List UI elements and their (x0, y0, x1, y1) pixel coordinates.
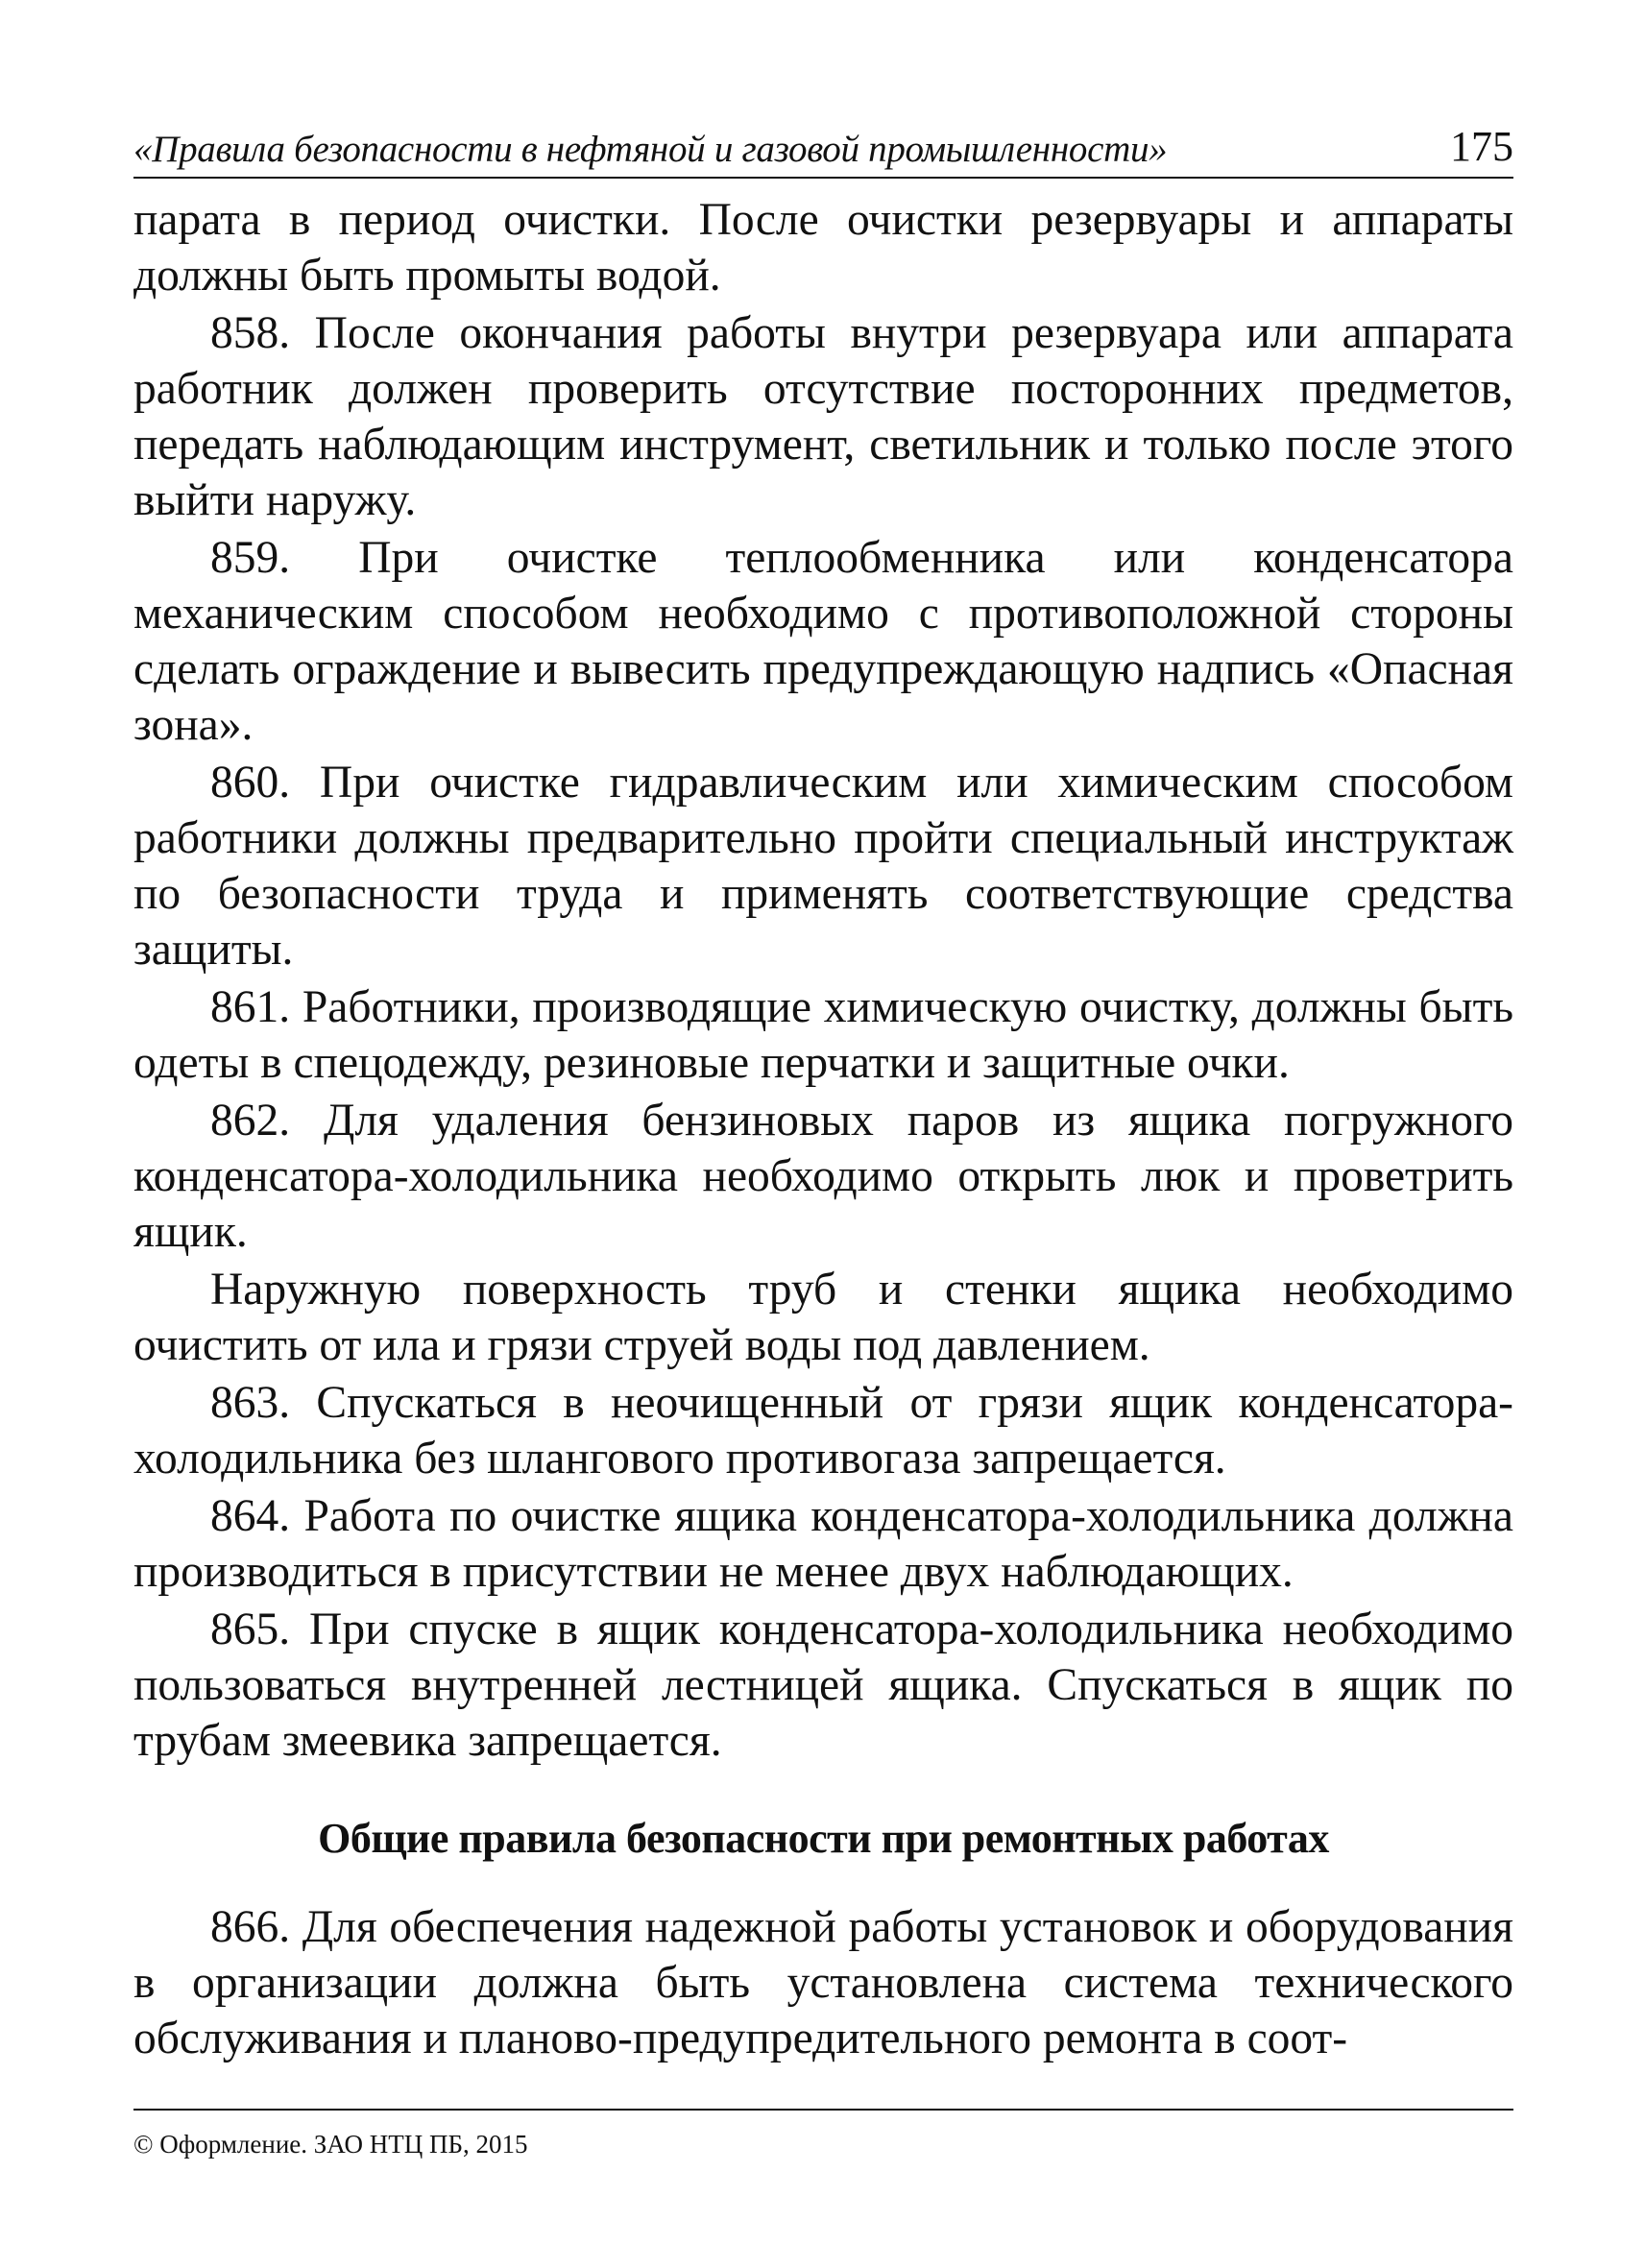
paragraph-862: 862. Для удаления бензиновых паров из ящика погружного конденсатора-холодильника необходимо открыть люк и проветрить ящик. (133, 1096, 1513, 1257)
page-number: 175 (1450, 123, 1513, 170)
body-text (133, 192, 1513, 2068)
paragraph-862-continued: Наружную поверхность труб и стенки ящика необходимо очистить от ила и грязи струей воды под давлением. (133, 1265, 1513, 1370)
paragraph-865: 865. При спуске в ящик конденсатора-холодильника необходимо пользоваться внутренней лестницей ящика. Спускаться в ящик по трубам змеевика запрещается. (133, 1604, 1513, 1766)
paragraph-861: 861. Работники, производящие химическую очистку, должны быть одеты в спецодежду, резиновые перчатки и защитные очки. (133, 982, 1513, 1088)
copyright-notice: © Оформление. ЗАО НТЦ ПБ, 2015 (133, 2130, 528, 2159)
paragraph-863: 863. Спускаться в неочищенный от грязи ящик конденсатора-холодильника без шлангового противогаза запрещается. (133, 1378, 1513, 1484)
page-header (133, 123, 1513, 179)
section-heading: Общие правила безопасности при ремонтных работах (318, 1815, 1329, 1862)
paragraph-continuation: парата в период очистки. После очистки резервуары и аппараты должны быть промыты водой. (133, 195, 1513, 301)
paragraph-860: 860. При очистке гидравлическим или химическим способом работники должны предварительно пройти специальный инструктаж по безопасности труда и применять соответствующие средства защиты. (133, 758, 1513, 975)
running-title: «Правила безопасности в нефтяной и газовой промышленности» (133, 129, 1168, 170)
paragraph-859: 859. При очистке теплообменника или конденсатора механическим способом необходимо с противоположной стороны сделать ограждение и вывесить предупреждающую надпись «Опасная зона». (133, 533, 1513, 750)
paragraph-858: 858. После окончания работы внутри резервуара или аппарата работник должен проверить отсутствие посторонних предметов, передать наблюдающим инструмент, светильник и только после этого выйти наружу. (133, 308, 1513, 525)
page-footer (133, 2109, 1513, 2159)
paragraph-864: 864. Работа по очистке ящика конденсатора-холодильника должна производиться в присутствии не менее двух наблюдающих. (133, 1491, 1513, 1597)
paragraph-866: 866. Для обеспечения надежной работы установок и оборудования в организации должна быть установлена система технического обслуживания и планово-предупредительного ремонта в соот- (133, 1902, 1513, 2063)
